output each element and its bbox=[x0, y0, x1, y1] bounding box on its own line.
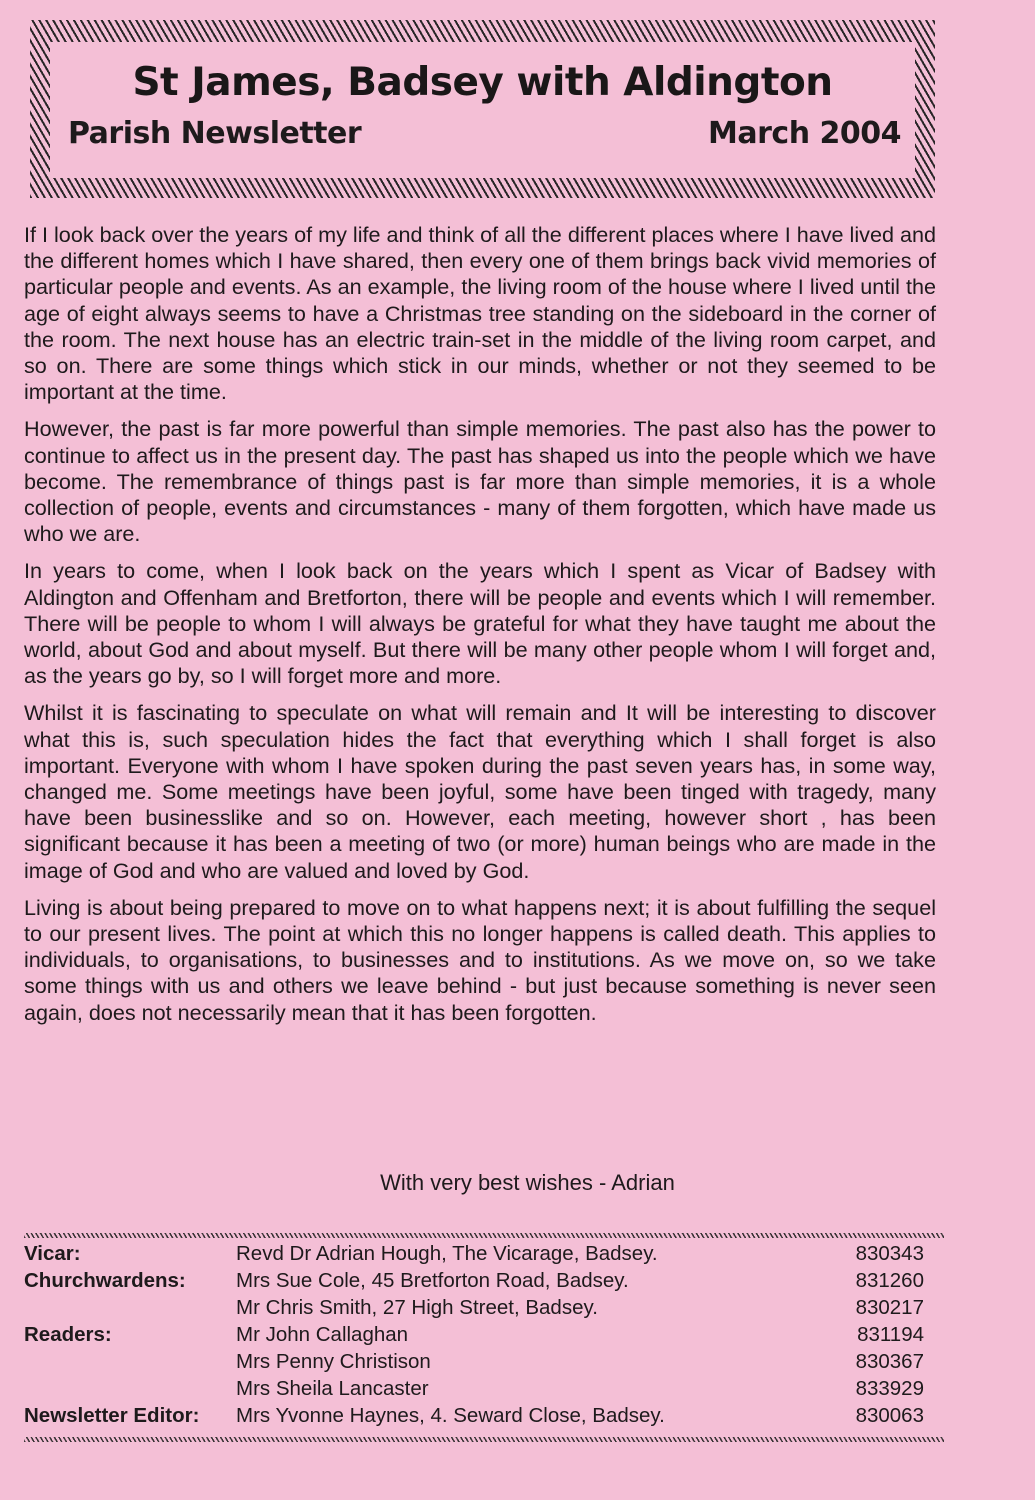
contact-row bbox=[24, 1296, 924, 1323]
contact-role bbox=[24, 1296, 236, 1323]
contact-detail: Mrs Sheila Lancaster bbox=[236, 1377, 429, 1400]
contact-row bbox=[24, 1350, 924, 1377]
masthead-panel bbox=[50, 42, 915, 178]
letter-paragraph: In years to come, when I look back on the years which I spent as Vicar of Badsey with Aldington and Offenham and Bretforton, there will be people and events which I will remember. There will be people to whom I will always be grateful for what they have taught me about the world, about God and about myself. But there will be many other people whom I will forget and, as the years go by, so I will forget more and more. bbox=[24, 558, 936, 689]
contact-detail: Mr Chris Smith, 27 High Street, Badsey. bbox=[236, 1296, 598, 1319]
contact-phone: 831260 bbox=[855, 1269, 924, 1292]
letter-paragraph: However, the past is far more powerful than simple memories. The past also has the power to continue to affect us in the present day. The past has shaped us into the people which we have become. The remembrance of things past is far more than simple memories, it is a whole collection of people, events and circumstances - many of them forgotten, which have made us who we are. bbox=[24, 416, 936, 547]
contact-detail: Mrs Yvonne Haynes, 4. Seward Close, Badsey. bbox=[236, 1404, 665, 1427]
contact-detail: Revd Dr Adrian Hough, The Vicarage, Badsey. bbox=[236, 1242, 658, 1265]
letter-signoff: With very best wishes - Adrian bbox=[380, 1170, 675, 1195]
contact-row bbox=[24, 1323, 924, 1350]
newsletter-subtitle: Parish Newsletter bbox=[68, 116, 362, 151]
contact-role: Vicar: bbox=[24, 1242, 81, 1265]
contact-phone: 830343 bbox=[855, 1242, 924, 1265]
contacts-table bbox=[24, 1242, 924, 1431]
letter-paragraph: If I look back over the years of my life and think of all the different places where I have lived and the different homes which I have shared, then every one of them brings back vivid memories of particular people and events. As an example, the living room of the house where I lived until the age of eight always seems to have a Christmas tree standing on the sideboard in the corner of the room. The next house has an electric train-set in the middle of the living room carpet, and so on. There are some things which stick in our minds, whether or not they seemed to be important at the time. bbox=[24, 222, 936, 405]
contact-role: Newsletter Editor: bbox=[24, 1404, 200, 1427]
contact-role bbox=[24, 1377, 236, 1404]
letter-paragraph: Living is about being prepared to move on to what happens next; it is about fulfilling the sequel to our present lives. The point at which this no longer happens is called death. This applies to individuals, to organisations, to businesses and to institutions. As we move on, so we take some things with us and others we leave behind - but just because something is never seen again, does not necessarily mean that it has been forgotten. bbox=[24, 894, 936, 1025]
masthead-banner bbox=[30, 20, 935, 198]
vicar-letter bbox=[24, 222, 936, 1037]
contact-role: Readers: bbox=[24, 1323, 112, 1346]
contact-phone: 830063 bbox=[855, 1404, 924, 1427]
contact-phone: 831194 bbox=[857, 1323, 924, 1346]
contact-phone: 833929 bbox=[855, 1377, 924, 1400]
divider-top bbox=[24, 1233, 944, 1238]
letter-paragraph: Whilst it is fascinating to speculate on what will remain and It will be interesting to discover what this is, such speculation hides the fact that everything which I shall forget is also important. Everyone with whom I have spoken during the past seven years has, in some way, changed me. Some meetings have been joyful, some have been tinged with tragedy, many have been businesslike and so on. However, each meeting, however short , has been significant because it has been a meeting of two (or more) human beings who are made in the image of God and who are valued and loved by God. bbox=[24, 700, 936, 883]
contact-phone: 830367 bbox=[855, 1350, 924, 1373]
contact-detail: Mrs Penny Christison bbox=[236, 1350, 431, 1373]
contact-role: Churchwardens: bbox=[24, 1269, 186, 1292]
contact-row bbox=[24, 1377, 924, 1404]
contact-row bbox=[24, 1242, 924, 1269]
contact-role bbox=[24, 1350, 236, 1377]
contact-row bbox=[24, 1404, 924, 1431]
newsletter-title: St James, Badsey with Aldington bbox=[132, 60, 833, 105]
contact-detail: Mr John Callaghan bbox=[236, 1323, 409, 1346]
contact-row bbox=[24, 1269, 924, 1296]
newsletter-date: March 2004 bbox=[708, 116, 901, 151]
divider-bottom bbox=[24, 1437, 944, 1442]
contact-phone: 830217 bbox=[855, 1296, 924, 1319]
contact-detail: Mrs Sue Cole, 45 Bretforton Road, Badsey. bbox=[236, 1269, 629, 1292]
